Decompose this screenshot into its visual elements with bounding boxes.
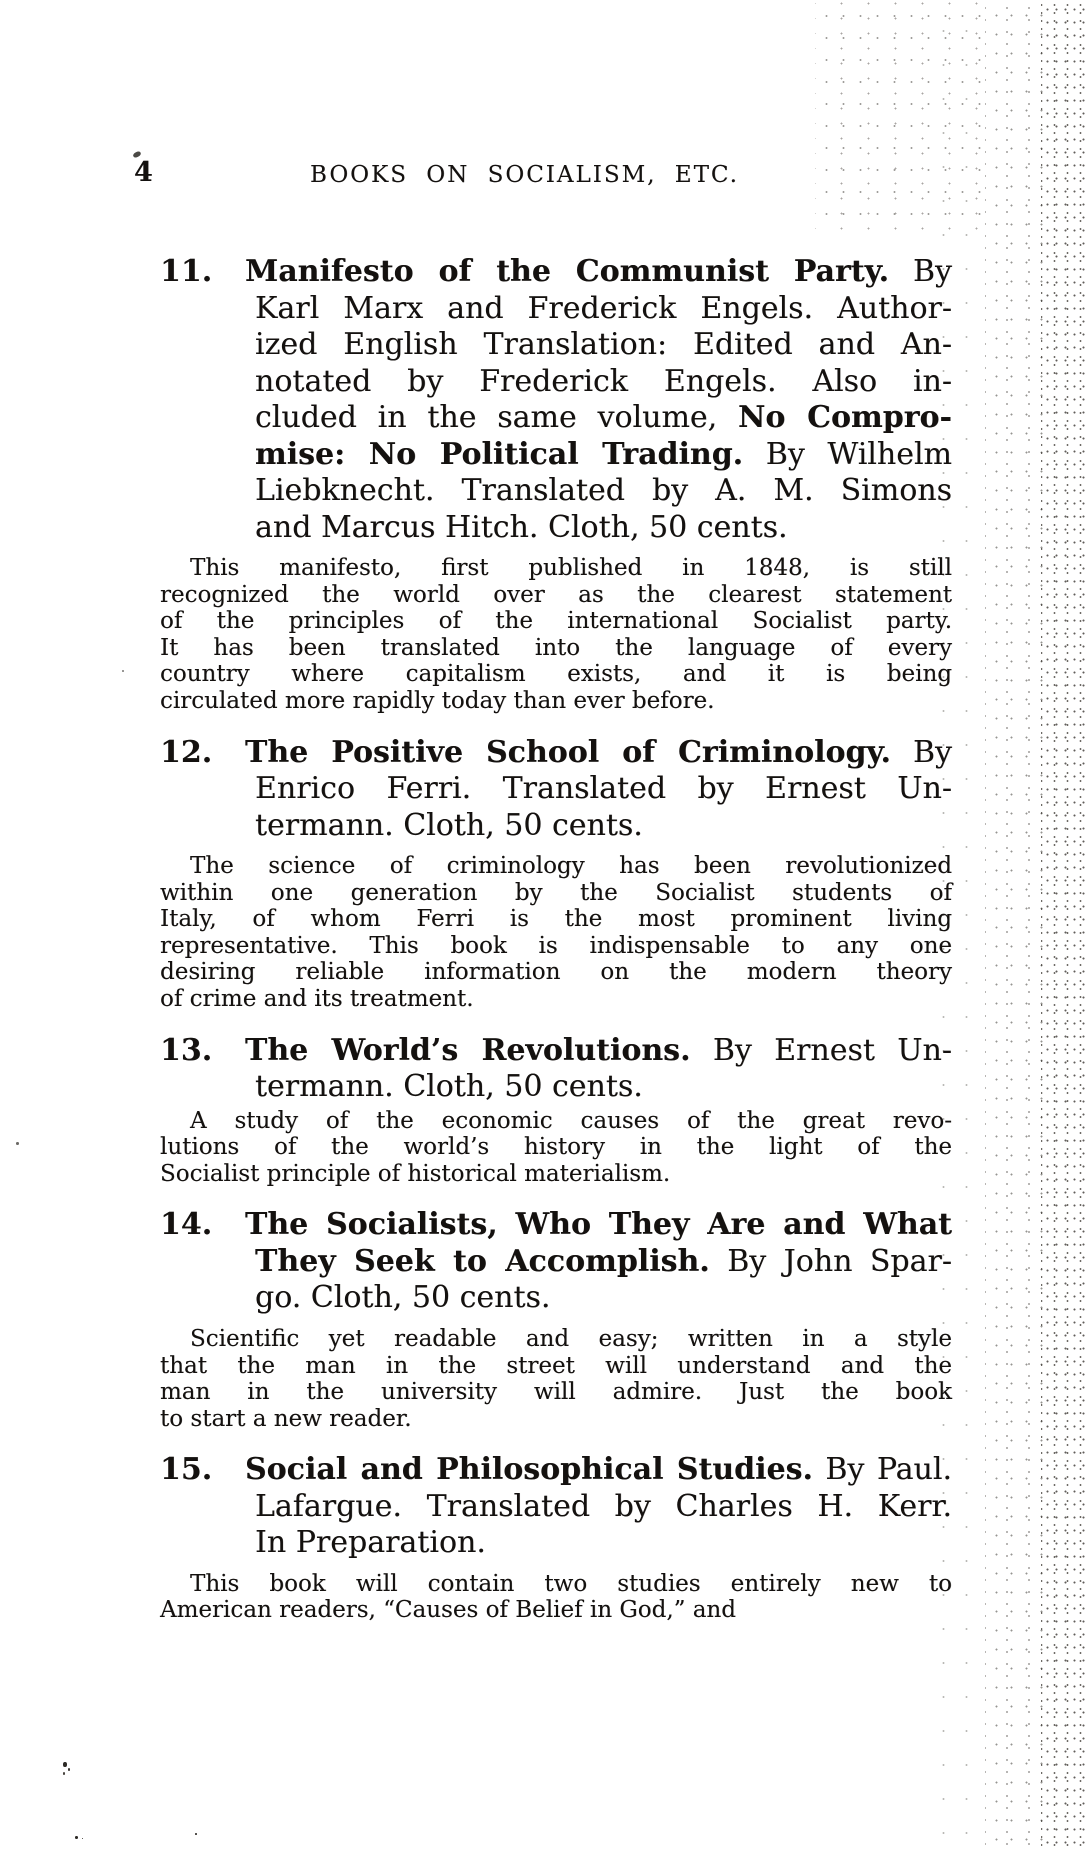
entry-detail-text: In Preparation. xyxy=(255,1525,486,1561)
entry-description-line: Scientific yet readable and easy; written in a style xyxy=(190,1325,952,1352)
ink-speck xyxy=(122,670,124,672)
entry-description xyxy=(160,555,952,715)
book-title-text: No Compro- xyxy=(738,400,952,435)
ink-speck xyxy=(16,1142,19,1145)
entry-description xyxy=(160,1108,952,1188)
page-number: 4 xyxy=(134,157,153,188)
entry-heading-line xyxy=(160,364,952,401)
entry-detail-text: termann. Cloth, 50 cents. xyxy=(255,807,643,843)
entry-description-line: It has been translated into the language of every xyxy=(160,634,952,661)
text-column xyxy=(134,157,953,1624)
entry-heading-line xyxy=(160,1452,952,1489)
book-title-text: Manifesto of the Communist Party. xyxy=(245,254,890,289)
entry-description-line: of the principles of the international Socialist party. xyxy=(160,608,952,635)
entry-heading-line xyxy=(160,291,952,328)
entry-detail-text: By xyxy=(890,734,952,770)
entry-description xyxy=(160,853,952,1013)
entry-description-line: This manifesto, first published in 1848, is still xyxy=(190,555,952,581)
ink-speck xyxy=(75,1836,78,1839)
entry-heading-line xyxy=(160,1525,952,1562)
entry-heading-line xyxy=(160,735,952,772)
page-header xyxy=(134,157,952,188)
entry-description-line: representative. This book is indispensable to any one xyxy=(160,932,952,959)
catalog-entry xyxy=(160,735,952,1013)
entry-description-line: American readers, “Causes of Belief in God,” and xyxy=(160,1597,736,1624)
entry-description-line: A study of the economic causes of the great revo- xyxy=(190,1107,952,1134)
book-title-text: mise: No Political Trading. xyxy=(255,436,744,472)
entry-detail-text: notated by Frederick Engels. Also in- xyxy=(255,363,952,399)
scan-noise-right-inner xyxy=(985,0,1043,1849)
catalog-entry xyxy=(160,1207,952,1432)
entry-number: 15. xyxy=(160,1452,213,1488)
entry-description-line: within one generation by the Socialist students of xyxy=(160,879,952,906)
entry-description-line: Socialist principle of historical materialism. xyxy=(160,1160,671,1187)
entry-description-line: to start a new reader. xyxy=(160,1405,412,1432)
catalog-entry xyxy=(160,1033,952,1188)
entry-description-line: circulated more rapidly today than ever before. xyxy=(160,687,715,714)
catalog-entry xyxy=(160,254,952,715)
entry-description-line: lutions of the world’s history in the light of the xyxy=(160,1134,952,1161)
entry-detail-text: By Wilhelm xyxy=(743,436,953,472)
entry-heading-line xyxy=(160,327,952,364)
entry-detail-text: termann. Cloth, 50 cents. xyxy=(255,1069,643,1105)
entry-heading-line xyxy=(160,1207,952,1244)
entry-heading-line xyxy=(160,437,952,474)
entry-number: 14. xyxy=(160,1207,213,1243)
entry-heading-line xyxy=(160,510,952,547)
entry-description xyxy=(160,1326,952,1432)
entry-heading-line xyxy=(160,1244,952,1281)
entry-heading-line xyxy=(160,1033,952,1070)
entry-heading-line xyxy=(160,254,952,291)
entry-description-line: desiring reliable information on the modern theory xyxy=(160,959,952,986)
ink-speck xyxy=(63,1762,67,1767)
entry-heading-line xyxy=(160,1489,952,1526)
scan-noise-right-edge xyxy=(1041,0,1085,1849)
entry-detail-text: By Paul. xyxy=(812,1452,952,1488)
entry-detail-text: and Marcus Hitch. Cloth, 50 cents. xyxy=(255,509,788,545)
entry-heading-line xyxy=(160,1069,952,1106)
entry-detail-text: go. Cloth, 50 cents. xyxy=(255,1280,551,1316)
entry-description-line: that the man in the street will understand and the xyxy=(160,1352,952,1379)
entry-detail-text: cluded in the same volume, xyxy=(255,400,738,435)
entry-description xyxy=(160,1571,952,1624)
entry-detail-text: ized English Translation: Edited and An- xyxy=(255,327,952,362)
entry-detail-text: By Ernest Un- xyxy=(690,1032,952,1068)
entry-description-line: Italy, of whom Ferri is the most prominent living xyxy=(160,906,952,933)
running-title: BOOKS ON SOCIALISM, ETC. xyxy=(310,162,739,188)
entry-heading-line xyxy=(160,771,952,808)
book-title-text: The Socialists, Who They Are and What xyxy=(245,1207,952,1243)
entry-description-line: The science of criminology has been revolutionized xyxy=(190,853,952,880)
ink-speck xyxy=(195,1833,197,1835)
entry-heading-line xyxy=(160,1280,952,1317)
entry-detail-text: Karl Marx and Frederick Engels. Author- xyxy=(255,290,952,326)
entry-number: 12. xyxy=(160,734,213,770)
entry-detail-text: Lafargue. Translated by Charles H. Kerr. xyxy=(255,1488,952,1524)
entry-description-line: of crime and its treatment. xyxy=(160,986,474,1013)
book-title-text: The World’s Revolutions. xyxy=(245,1032,691,1068)
book-title-text: The Positive School of Criminology. xyxy=(245,734,891,770)
entry-number: 13. xyxy=(160,1032,213,1068)
entry-heading-line xyxy=(160,400,952,437)
entry-detail-text: By xyxy=(889,254,953,289)
book-title-text: They Seek to Accomplish. xyxy=(255,1243,710,1279)
catalog-entry xyxy=(160,1452,952,1624)
entry-heading-line xyxy=(160,808,952,845)
entry-heading-line xyxy=(160,473,952,510)
entry-description-line: man in the university will admire. Just the book xyxy=(160,1379,952,1406)
entry-detail-text: By John Spar- xyxy=(709,1243,952,1279)
entry-description-line: This book will contain two studies entirely new to xyxy=(190,1570,952,1597)
book-title-text: Social and Philosophical Studies. xyxy=(245,1452,813,1488)
catalog-entries xyxy=(160,254,952,1624)
entry-description-line: recognized the world over as the clearest statement xyxy=(160,581,952,608)
entry-detail-text: Liebknecht. Translated by A. M. Simons xyxy=(255,473,952,508)
entry-detail-text: Enrico Ferri. Translated by Ernest Un- xyxy=(255,771,952,807)
entry-description-line: country where capitalism exists, and it is being xyxy=(160,661,952,688)
entry-number: 11. xyxy=(160,254,213,289)
